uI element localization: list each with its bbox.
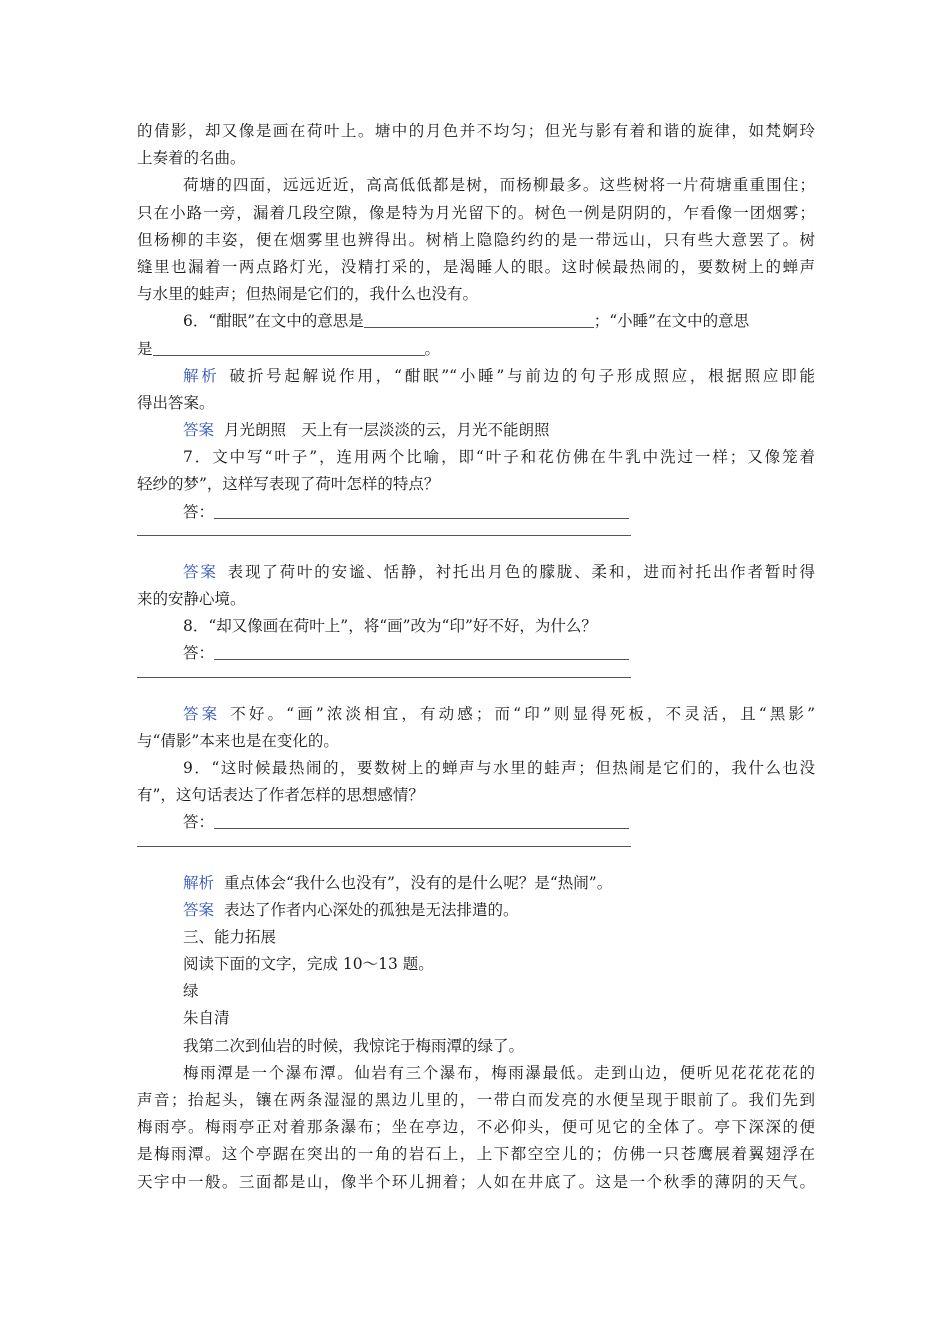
answer-label: 答案: [183, 704, 221, 723]
q7-answer: [137, 559, 815, 586]
question-6-cont: [137, 336, 815, 363]
article-line: 梅雨亭。梅雨亭正对着那条瀑布；坐在亭边，不必仰头，便可见它的全体了。亭下深深的便: [137, 1118, 815, 1137]
analysis-label: 解析: [183, 366, 220, 385]
q9-answer: [137, 897, 815, 924]
analysis-text: 破折号起解说作用，“酣眠”“小睡”与前边的句子形成照应，根据照应即能: [229, 366, 815, 385]
answer-text: 月光朗照 天上有一层淡淡的云，月光不能朗照: [224, 421, 550, 440]
answer-blank[interactable]: [214, 645, 629, 660]
question-8: 8．“却又像画在荷叶上”，将“画”改为“印”好不好，为什么？: [183, 617, 597, 636]
passage-line: 的倩影，却又像是画在荷叶上。塘中的月色并不均匀；但光与影有着和谐的旋律，如梵婀玲: [137, 122, 815, 140]
q6-text: 6．“酣眠”在文中的意思是: [183, 312, 364, 331]
passage-line: 上奏着的名曲。: [137, 149, 246, 168]
answer-label: 答案: [183, 562, 218, 581]
article-line: 是梅雨潭。这个亭踞在突出的一角的岩石上，上下都空空儿的；仿佛一只苍鹰展着翼翅浮在: [137, 1145, 815, 1164]
answer-label: 答案: [183, 900, 215, 919]
article-title: 绿: [183, 982, 199, 1001]
analysis-text: 重点体会“我什么也没有”，没有的是什么呢？是“热闹”。: [224, 873, 613, 892]
analysis-label: 解析: [183, 873, 215, 892]
question-9: 9．“这时候最热闹的，要数树上的蝉声与水里的蛙声；但热闹是它们的，我什么也没: [183, 758, 815, 777]
q6-blank-1[interactable]: [364, 313, 594, 328]
article-line: 梅雨潭是一个瀑布潭。仙岩有三个瀑布，梅雨瀑最低。走到山边，便听见花花花花的: [183, 1063, 815, 1082]
q6-blank-2[interactable]: [153, 341, 425, 356]
article-line: 声音；抬起头，镶在两条湿湿的黑边儿里的，一带白而发亮的水便呈现于眼前了。我们先到: [137, 1091, 815, 1109]
question-6: [137, 308, 815, 335]
answer-prompt: 答：: [183, 502, 215, 521]
answer-blank[interactable]: [214, 814, 629, 829]
q6-text: 是: [137, 339, 153, 358]
section-heading: 三、能力拓展: [183, 927, 277, 946]
article-author: 朱自清: [183, 1009, 230, 1028]
q8-answer: [137, 701, 815, 728]
page-content: [137, 118, 815, 1196]
answer-text: 与“倩影”本来也是在变化的。: [137, 731, 339, 750]
passage-line: 与水里的蛙声；但热闹是它们的，我什么也没有。: [137, 285, 479, 304]
passage-line: 缝里也漏着一两点路灯光，没精打采的，是渴睡人的眼。这时候最热闹的，要数树上的蝉声: [137, 257, 815, 276]
answer-label: 答案: [183, 421, 215, 440]
passage-line: 荷塘的四面，远远近近，高高低低都是树，而杨柳最多。这些树将一片荷塘重重围住；: [183, 176, 815, 195]
answer-blank[interactable]: [214, 504, 629, 519]
q6-analysis: [137, 363, 815, 390]
q8-answer-line[interactable]: [137, 640, 815, 667]
q6-text: ；“小睡”在文中的意思: [593, 312, 750, 331]
q6-text: 。: [424, 339, 441, 358]
q7-answer-line[interactable]: [137, 499, 815, 526]
question-7-cont: 轻纱的梦”，这样写表现了荷叶怎样的特点？: [137, 475, 440, 494]
q6-answer: [137, 417, 815, 444]
answer-rule[interactable]: [137, 840, 815, 854]
article-line: 天宇中一般。三面都是山，像半个环儿拥着；人如在井底了。这是一个秋季的薄阴的天气。: [137, 1172, 815, 1191]
passage-line: 只在小路一旁，漏着几段空隙，像是特为月光留下的。树色一例是阴阴的，乍看像一团烟雾；: [137, 203, 815, 222]
question-9-cont: 有”，这句话表达了作者怎样的思想感情？: [137, 786, 424, 805]
article-paragraph: 我第二次到仙岩的时候，我惊诧于梅雨潭的绿了。: [183, 1036, 525, 1055]
answer-text: 表达了作者内心深处的孤独是无法排遣的。: [224, 900, 519, 919]
q9-analysis: [137, 870, 815, 897]
passage-line: 但杨柳的丰姿，便在烟雾里也辨得出。树梢上隐隐约约的是一带远山，只有些大意罢了。树: [137, 230, 815, 249]
section-instruction: 阅读下面的文字，完成 10～13 题。: [183, 955, 434, 974]
answer-text: 来的安静心境。: [137, 590, 246, 608]
answer-rule[interactable]: [137, 671, 815, 685]
analysis-text: 得出答案。: [137, 393, 215, 412]
question-7: 7．文中写“叶子”，连用两个比喻，即“叶子和花仿佛在牛乳中洗过一样；又像笼着: [183, 448, 815, 467]
q9-answer-line[interactable]: [137, 809, 815, 836]
answer-text: 表现了荷叶的安谧、恬静，衬托出月色的朦胧、柔和，进而衬托出作者暂时得: [227, 562, 815, 581]
answer-text: 不好。“画”浓淡相宜，有动感；而“印”则显得死板，不灵活，且“黑影”: [230, 704, 815, 723]
answer-prompt: 答：: [183, 644, 215, 663]
answer-rule[interactable]: [137, 529, 815, 543]
answer-prompt: 答：: [183, 813, 215, 832]
